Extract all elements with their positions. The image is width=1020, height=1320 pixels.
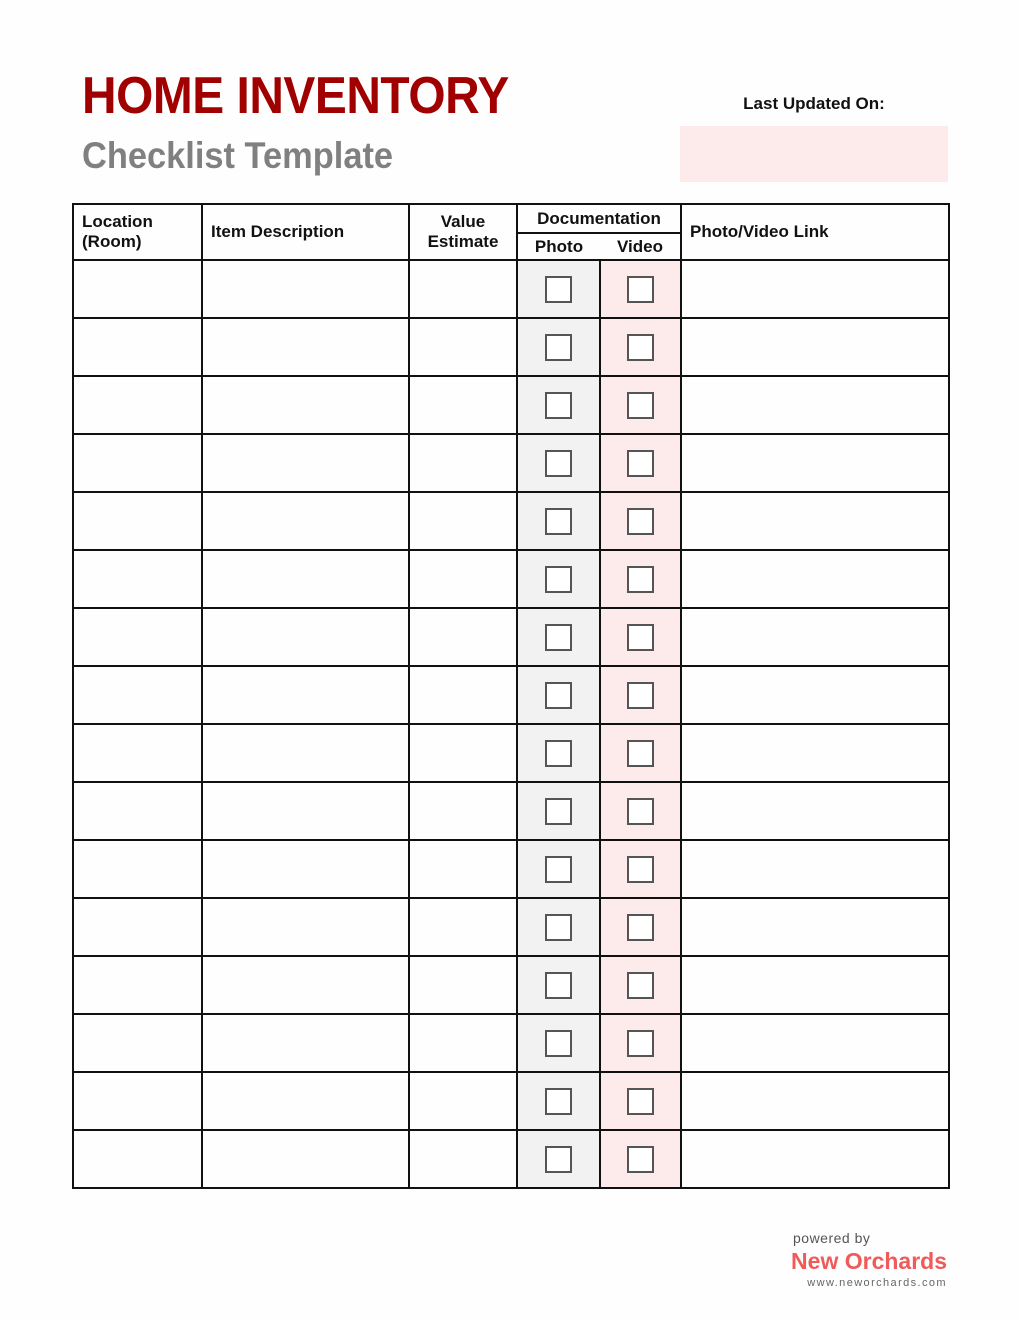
video-cell: [600, 376, 681, 434]
value-estimate-cell[interactable]: [409, 434, 517, 492]
value-estimate-cell[interactable]: [409, 840, 517, 898]
location-cell[interactable]: [73, 840, 202, 898]
value-estimate-cell[interactable]: [409, 260, 517, 318]
photo-video-link-cell[interactable]: [681, 724, 949, 782]
video-checkbox[interactable]: [627, 1088, 654, 1115]
value-estimate-cell[interactable]: [409, 550, 517, 608]
page-title: HOME INVENTORY: [82, 67, 509, 125]
value-estimate-cell[interactable]: [409, 956, 517, 1014]
item-description-cell[interactable]: [202, 782, 409, 840]
table-row: [73, 666, 949, 724]
photo-video-link-cell[interactable]: [681, 492, 949, 550]
inventory-table: [72, 203, 950, 1189]
location-cell[interactable]: [73, 956, 202, 1014]
location-cell[interactable]: [73, 376, 202, 434]
photo-cell: [517, 318, 600, 376]
video-cell: [600, 898, 681, 956]
column-header-photo: Photo: [517, 233, 600, 260]
video-checkbox[interactable]: [627, 914, 654, 941]
item-description-cell[interactable]: [202, 492, 409, 550]
table-row: [73, 492, 949, 550]
video-cell: [600, 434, 681, 492]
photo-checkbox[interactable]: [545, 682, 572, 709]
value-estimate-cell[interactable]: [409, 492, 517, 550]
photo-cell: [517, 1130, 600, 1188]
photo-video-link-cell[interactable]: [681, 1130, 949, 1188]
photo-cell: [517, 782, 600, 840]
photo-checkbox[interactable]: [545, 450, 572, 477]
value-estimate-cell[interactable]: [409, 666, 517, 724]
video-cell: [600, 724, 681, 782]
video-cell: [600, 782, 681, 840]
video-checkbox[interactable]: [627, 1030, 654, 1057]
location-header-line1: Location: [82, 212, 153, 231]
value-estimate-cell[interactable]: [409, 782, 517, 840]
photo-video-link-cell[interactable]: [681, 1072, 949, 1130]
item-description-cell[interactable]: [202, 376, 409, 434]
table-row: [73, 956, 949, 1014]
video-cell: [600, 956, 681, 1014]
item-description-cell[interactable]: [202, 1130, 409, 1188]
video-cell: [600, 260, 681, 318]
photo-cell: [517, 840, 600, 898]
photo-cell: [517, 666, 600, 724]
item-description-cell[interactable]: [202, 666, 409, 724]
photo-cell: [517, 1014, 600, 1072]
inventory-table-body: [73, 260, 949, 1188]
photo-cell: [517, 376, 600, 434]
photo-video-link-cell[interactable]: [681, 840, 949, 898]
value-header-line1: Value: [440, 212, 486, 231]
table-row: [73, 260, 949, 318]
value-header-line2: Estimate: [427, 232, 499, 251]
video-checkbox[interactable]: [627, 798, 654, 825]
table-row: [73, 608, 949, 666]
table-row: [73, 1130, 949, 1188]
item-description-cell[interactable]: [202, 434, 409, 492]
column-header-item-description: Item Description: [202, 204, 409, 260]
photo-video-link-cell[interactable]: [681, 956, 949, 1014]
table-row: [73, 318, 949, 376]
location-cell[interactable]: [73, 782, 202, 840]
item-description-cell[interactable]: [202, 318, 409, 376]
location-cell[interactable]: [73, 1072, 202, 1130]
item-description-cell[interactable]: [202, 1014, 409, 1072]
column-header-photo-video-link: Photo/Video Link: [681, 204, 949, 260]
location-cell[interactable]: [73, 318, 202, 376]
photo-checkbox[interactable]: [545, 798, 572, 825]
photo-checkbox[interactable]: [545, 740, 572, 767]
table-row: [73, 840, 949, 898]
last-updated-label: Last Updated On:: [743, 94, 885, 113]
table-row: [73, 434, 949, 492]
photo-cell: [517, 956, 600, 1014]
video-checkbox[interactable]: [627, 276, 654, 303]
brand-logo-text: New Orchards: [791, 1248, 947, 1274]
video-cell: [600, 1072, 681, 1130]
video-cell: [600, 666, 681, 724]
video-cell: [600, 840, 681, 898]
item-description-cell[interactable]: [202, 608, 409, 666]
location-cell[interactable]: [73, 608, 202, 666]
location-cell[interactable]: [73, 550, 202, 608]
item-description-cell[interactable]: [202, 898, 409, 956]
photo-cell: [517, 434, 600, 492]
photo-checkbox[interactable]: [545, 856, 572, 883]
item-description-cell[interactable]: [202, 956, 409, 1014]
last-updated-field[interactable]: [680, 126, 948, 182]
video-checkbox[interactable]: [627, 972, 654, 999]
column-header-video: Video: [600, 233, 681, 260]
photo-cell: [517, 1072, 600, 1130]
table-row: [73, 1072, 949, 1130]
location-cell[interactable]: [73, 666, 202, 724]
location-header-line2: (Room): [82, 232, 142, 251]
column-header-documentation: Documentation: [517, 204, 681, 233]
video-checkbox[interactable]: [627, 450, 654, 477]
video-checkbox[interactable]: [627, 856, 654, 883]
item-description-cell[interactable]: [202, 260, 409, 318]
video-checkbox[interactable]: [627, 508, 654, 535]
item-description-cell[interactable]: [202, 840, 409, 898]
table-row: [73, 898, 949, 956]
location-cell[interactable]: [73, 1130, 202, 1188]
video-checkbox[interactable]: [627, 682, 654, 709]
column-header-location: [73, 204, 202, 260]
video-cell: [600, 1014, 681, 1072]
location-cell[interactable]: [73, 724, 202, 782]
table-row: [73, 376, 949, 434]
photo-video-link-cell[interactable]: [681, 898, 949, 956]
video-cell: [600, 1130, 681, 1188]
photo-cell: [517, 608, 600, 666]
photo-checkbox[interactable]: [545, 914, 572, 941]
location-cell[interactable]: [73, 898, 202, 956]
video-checkbox[interactable]: [627, 392, 654, 419]
value-estimate-cell[interactable]: [409, 724, 517, 782]
video-cell: [600, 492, 681, 550]
photo-checkbox[interactable]: [545, 1146, 572, 1173]
value-estimate-cell[interactable]: [409, 376, 517, 434]
video-cell: [600, 318, 681, 376]
powered-by-text: powered by: [793, 1230, 871, 1246]
location-cell[interactable]: [73, 1014, 202, 1072]
location-cell[interactable]: [73, 434, 202, 492]
photo-cell: [517, 898, 600, 956]
photo-video-link-cell[interactable]: [681, 608, 949, 666]
video-checkbox[interactable]: [627, 624, 654, 651]
photo-checkbox[interactable]: [545, 972, 572, 999]
footer-branding: [760, 1230, 947, 1289]
photo-cell: [517, 492, 600, 550]
photo-cell: [517, 724, 600, 782]
photo-video-link-cell[interactable]: [681, 318, 949, 376]
table-row: [73, 782, 949, 840]
photo-video-link-cell[interactable]: [681, 434, 949, 492]
value-estimate-cell[interactable]: [409, 608, 517, 666]
photo-cell: [517, 550, 600, 608]
photo-checkbox[interactable]: [545, 566, 572, 593]
photo-checkbox[interactable]: [545, 392, 572, 419]
video-checkbox[interactable]: [627, 334, 654, 361]
video-checkbox[interactable]: [627, 1146, 654, 1173]
location-cell[interactable]: [73, 260, 202, 318]
photo-cell: [517, 260, 600, 318]
photo-checkbox[interactable]: [545, 334, 572, 361]
value-estimate-cell[interactable]: [409, 1014, 517, 1072]
video-checkbox[interactable]: [627, 740, 654, 767]
location-cell[interactable]: [73, 492, 202, 550]
photo-video-link-cell[interactable]: [681, 260, 949, 318]
photo-checkbox[interactable]: [545, 624, 572, 651]
video-cell: [600, 550, 681, 608]
table-row: [73, 724, 949, 782]
photo-checkbox[interactable]: [545, 276, 572, 303]
photo-video-link-cell[interactable]: [681, 376, 949, 434]
photo-checkbox[interactable]: [545, 1030, 572, 1057]
value-estimate-cell[interactable]: [409, 1130, 517, 1188]
value-estimate-cell[interactable]: [409, 318, 517, 376]
photo-video-link-cell[interactable]: [681, 666, 949, 724]
table-row: [73, 550, 949, 608]
photo-checkbox[interactable]: [545, 508, 572, 535]
video-cell: [600, 608, 681, 666]
photo-checkbox[interactable]: [545, 1088, 572, 1115]
table-row: [73, 1014, 949, 1072]
column-header-value-estimate: [409, 204, 517, 260]
video-checkbox[interactable]: [627, 566, 654, 593]
photo-video-link-cell[interactable]: [681, 550, 949, 608]
value-estimate-cell[interactable]: [409, 898, 517, 956]
brand-url[interactable]: www.neworchards.com: [807, 1277, 947, 1289]
value-estimate-cell[interactable]: [409, 1072, 517, 1130]
item-description-cell[interactable]: [202, 1072, 409, 1130]
page-subtitle: Checklist Template: [82, 135, 394, 176]
photo-video-link-cell[interactable]: [681, 1014, 949, 1072]
item-description-cell[interactable]: [202, 724, 409, 782]
item-description-cell[interactable]: [202, 550, 409, 608]
photo-video-link-cell[interactable]: [681, 782, 949, 840]
